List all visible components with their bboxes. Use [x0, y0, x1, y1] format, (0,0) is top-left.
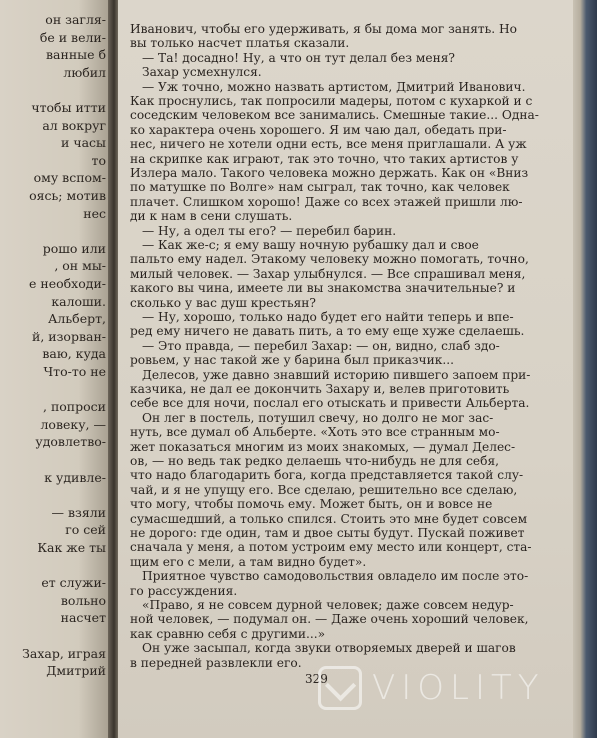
left-page-line: ому вспом-: [33, 170, 106, 186]
page-edge: [573, 0, 597, 738]
text-line: Делесов, уже давно знавший историю пившего запоем при-: [142, 367, 531, 382]
left-page-line: удовлетво-: [35, 434, 106, 450]
left-page-line: Альберт,: [47, 311, 106, 327]
left-page-line: то: [91, 152, 106, 168]
left-page-line: к удивле-: [44, 469, 106, 485]
text-line: вы только насчет платья сказали.: [130, 36, 350, 51]
text-line: — Как же-с; я ему вашу ночную рубашку дал и свое: [142, 238, 479, 252]
left-page-line: , попроси: [43, 399, 106, 415]
text-line: соседским человеком все занимались. Смешные такие... Одна-: [130, 108, 539, 123]
left-page-line: ловеку, —: [40, 416, 106, 432]
left-page-line: ваю, куда: [42, 346, 106, 362]
left-page-line: Что-то не: [43, 364, 106, 379]
text-line: Излера мало. Такого человека можно держать. Как он «Вниз: [130, 166, 529, 180]
text-line: — Та! досадно! Ну, а что он тут делал без меня?: [142, 50, 455, 65]
left-page-line: Дмитрий: [46, 663, 106, 679]
watermark: [318, 666, 588, 710]
left-page-line: ал вокруг: [42, 117, 106, 133]
text-line: на скрипке как играют, так это точно, что таких артистов у: [130, 151, 519, 166]
left-page-line: и часы: [61, 135, 106, 151]
left-page-line: нес: [83, 205, 106, 221]
text-line: какого вы чина, имеете ли вы знакомства значительные? и: [130, 281, 516, 296]
text-line: — Ну, хорошо, только надо будет его найти теперь и впе-: [142, 310, 514, 324]
left-page-line: чтобы итти: [31, 100, 106, 115]
left-page-line: Захар, играя: [22, 645, 106, 661]
text-line: Он лег в постель, потушил свечу, но долго не мог зас-: [142, 410, 494, 425]
text-line: «Право, я не совсем дурной человек; даже совсем недур-: [142, 598, 514, 612]
text-line: го рассуждения.: [130, 583, 238, 598]
text-line: Как проснулись, так попросили мадеры, потом с кухаркой и с: [130, 94, 533, 108]
left-page-line: калоши.: [51, 293, 106, 309]
left-page-line: любил: [63, 64, 106, 80]
text-line: что надо благодарить бога, когда представляется такой слу-: [130, 468, 524, 483]
text-line: милый человек. — Захар улыбнулся. — Все спрашивал меня,: [130, 266, 526, 281]
left-page-line: , он мы-: [54, 258, 106, 274]
left-page-line: бе и вели-: [39, 29, 106, 45]
watermark-text: VIOLITY: [372, 668, 545, 708]
text-line: плачет. Слишком хорошо! Даже со всех этажей пришли лю-: [130, 194, 523, 209]
text-line: сумасшедший, а только спился. Стоить это мне будет совсем: [130, 511, 528, 526]
text-line: жет показаться многим из моих знакомых, — думал Делес-: [130, 439, 516, 454]
left-page-line: го сей: [65, 522, 106, 538]
left-page-line: ет служи-: [41, 575, 106, 591]
text-line: — Ну, а одел ты его? — перебил барин.: [142, 223, 397, 238]
text-line: — Это правда, — перебил Захар: — он, видно, слаб здо-: [142, 338, 500, 353]
text-line: ди к нам в сени слушать.: [130, 209, 293, 224]
text-line: нес, ничего не хотели одни есть, все меня приглашали. А уж: [130, 137, 527, 152]
text-line: Приятное чувство самодовольствия овладело им после это-: [142, 569, 529, 584]
text-line: щим его с мели, а там видно будет».: [130, 554, 367, 569]
text-line: что могу, чтобы помочь ему. Может быть, он и вовсе не: [130, 497, 493, 512]
left-page-line: рошо или: [42, 240, 106, 256]
text-line: как сравню себя с другими...»: [130, 626, 326, 641]
left-page-line: е необходи-: [29, 276, 106, 291]
text-line: нуть, все думал об Альберте. «Хоть это все странным мо-: [130, 425, 500, 440]
left-page-line: Как же ты: [37, 540, 106, 555]
left-page-line: — взяли: [51, 504, 106, 520]
text-line: чай, и я не упущу его. Все сделаю, решительно все сделаю,: [130, 482, 518, 497]
text-line: сколько у вас душ крестьян?: [130, 295, 316, 310]
left-page-line: насчет: [60, 610, 106, 626]
text-line: ровьем, у нас такой же у барина был приказчик...: [130, 353, 454, 368]
text-line: ко характера очень хорошего. Я им чаю дал, обедать при-: [130, 122, 507, 137]
text-line: сначала у меня, а потом устроим ему место или концерт, ста-: [130, 540, 532, 555]
left-page-line: вольно: [60, 592, 106, 608]
text-line: ов, — но ведь так редко делаешь что-нибудь не для себя,: [130, 454, 500, 468]
text-line: Он уже засыпал, когда звуки отворяемых дверей и шагов: [142, 641, 516, 656]
text-line: казчика, не дал ее докончить Захару и, велев приготовить: [130, 382, 510, 396]
text-line: Захар усмехнулся.: [142, 65, 262, 80]
text-line: себе все для ночи, послал его отыскать и привести Альберта.: [130, 396, 530, 411]
left-page-line: ванные б: [46, 47, 106, 63]
violity-logo-icon: [318, 666, 362, 710]
left-page: [0, 0, 112, 738]
text-line: ред ему ничего не давать пить, а то ему еще хуже сделаешь.: [130, 324, 525, 339]
text-line: Иванович, чтобы его удерживать, я бы дома мог занять. Но: [130, 22, 517, 36]
left-page-line: й, изорван-: [32, 328, 106, 344]
text-line: ной человек, — подумал он. — Даже очень хороший человек,: [130, 612, 529, 627]
text-line: не дорого: где один, там и двое сыты будут. Пускай поживет: [130, 526, 525, 540]
page-number: 329: [305, 672, 328, 686]
text-line: — Уж точно, можно назвать артистом, Дмитрий Иванович.: [142, 79, 526, 94]
text-line: по матушке по Волге» нам сыграл, так точно, как человек: [130, 180, 510, 195]
text-line: в передней развлекли его.: [130, 655, 302, 670]
left-page-line: оясь; мотив: [29, 188, 106, 203]
text-line: пальто ему надел. Этакому человеку можно помогать, точно,: [130, 252, 529, 267]
left-page-line: он загля-: [45, 12, 106, 27]
